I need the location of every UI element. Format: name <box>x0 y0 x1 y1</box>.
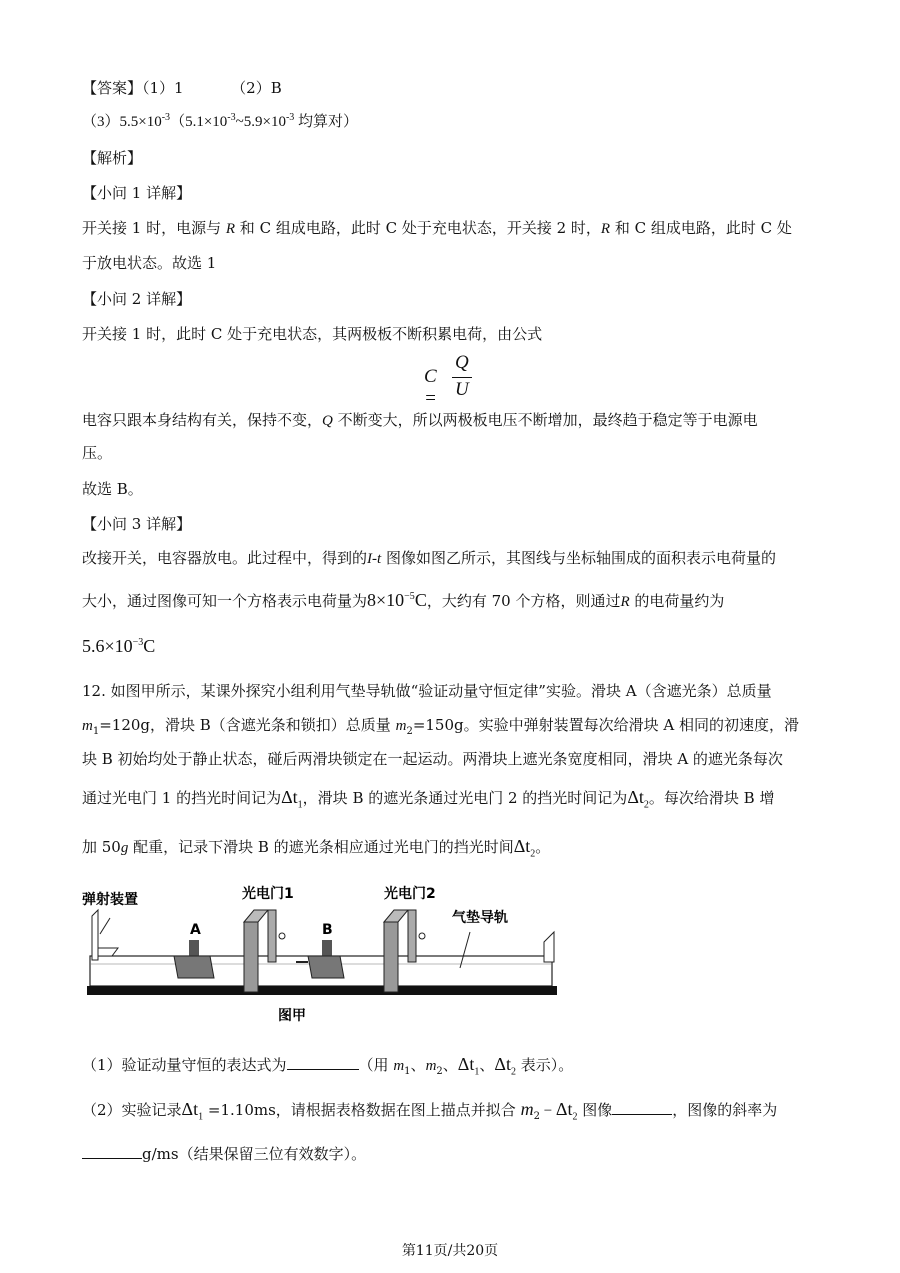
right-stopper <box>544 932 554 962</box>
formula-denominator: U <box>455 379 469 400</box>
slider-a-flag <box>189 940 199 956</box>
slider-b-label: B <box>322 922 333 938</box>
q2-title: 【小问 2 详解】 <box>82 290 192 308</box>
sub-question-2: （2）实验记录$\Delta t_1 =1.10ms$，请根据表格数据在图上描点并拟合 $m_2 - \Delta t_2$ 图像 ，图像的斜率为 <box>82 1099 778 1123</box>
q12-line-4: 通过光电门 1 的挡光时间记为$\Delta t_1$，滑块 B 的遮光条通过光电门 2 的挡光时间记为$\Delta t_2$。每次给滑块 B 增 <box>82 787 775 811</box>
gate-1-sensor <box>279 933 285 939</box>
slider-a <box>174 956 214 978</box>
gate-2-left-post <box>384 922 398 992</box>
answer-line-1 <box>82 78 282 98</box>
slider-b-flag <box>322 940 332 956</box>
answer-part-2: （2）B <box>231 79 282 97</box>
answer-blank-2[interactable] <box>612 1098 672 1115</box>
q1-text-line-1: 开关接 1 时，电源与 R 和 C 组成电路，此时 C 处于充电状态，开关接 2 时，R 和 C 组成电路，此时 C 处 <box>82 219 792 237</box>
gate-2-right-post <box>408 910 416 962</box>
launcher-pointer <box>100 918 110 934</box>
answer-blank-3[interactable] <box>82 1142 142 1159</box>
launcher-plate <box>98 948 118 956</box>
q12-line-1: 12. 如图甲所示，某课外探究小组利用气垫导轨做“验证动量守恒定律”实验。滑块 A（含遮光条）总质量 <box>82 682 772 700</box>
answer-blank-1[interactable] <box>287 1053 359 1070</box>
rail-label: 气垫导轨 <box>452 910 508 926</box>
launcher-label: 弹射装置 <box>82 892 138 908</box>
fraction-bar <box>452 377 472 378</box>
page-footer: 第11页/共20页 <box>401 1243 499 1259</box>
formula-lhs: C = <box>424 366 437 409</box>
q1-title: 【小问 1 详解】 <box>82 184 192 202</box>
sub-question-1: （1）验证动量守恒的表达式为 （用 $m_1$、$m_2$、$\Delta t_1$、$\Delta t_2$ 表示）。 <box>82 1054 574 1078</box>
figure-caption: 图甲 <box>278 1008 306 1024</box>
q1-text-line-2: 于放电状态。故选 1 <box>82 254 217 272</box>
q2-text-line-2: 电容只跟本身结构有关，保持不变，Q 不断变大，所以两极板电压不断增加，最终趋于稳定等于电源电 <box>82 411 758 429</box>
q12-line-3: 块 B 初始均处于静止状态，碰后两滑块锁定在一起运动。两滑块上遮光条宽度相同，滑块 A 的遮光条每次 <box>82 750 783 768</box>
q2-conclusion: 故选 B。 <box>82 480 143 498</box>
formula-numerator: Q <box>455 352 469 373</box>
rail-base <box>87 986 557 995</box>
air-track-diagram <box>82 876 572 1026</box>
q12-line-5: 加 50g 配重，记录下滑块 B 的遮光条相应通过光电门的挡光时间$\Delta t_2$。 <box>82 836 551 860</box>
q3-text-line-2: 大小，通过图像可知一个方格表示电荷量为$8\times 10^{-5}C$，大约有 70 个方格，则通过R 的电荷量约为 <box>82 590 725 610</box>
gate-2-sensor <box>419 933 425 939</box>
launcher-bracket <box>92 910 98 960</box>
gate-2-label: 光电门2 <box>384 886 436 902</box>
answer-part-1: 【答案】（1）1 <box>82 79 184 97</box>
q2-text-line-1: 开关接 1 时，此时 C 处于充电状态，其两极板不断积累电荷，由公式 <box>82 325 543 343</box>
sub-question-2-line-2: g/ms（结果保留三位有效数字）。 <box>82 1142 366 1164</box>
gate-1-right-post <box>268 910 276 962</box>
q12-line-2: $m_1=120g$，滑块 B（含遮光条和锁扣）总质量 $m_2=150g$。实验中弹射装置每次给滑块 A 相同的初速度，滑 <box>82 716 799 737</box>
gate-1-top <box>244 910 268 922</box>
slider-b <box>308 956 344 978</box>
analysis-label: 【解析】 <box>82 149 143 167</box>
gate-1-left-post <box>244 922 258 992</box>
answer-line-2: $(3)5.5\times 10^{-3}(5.1\times 10^{-3}\sim 5.9\times 10^{-3}$ 均算对） <box>82 112 359 130</box>
q2-text-line-3: 压。 <box>82 444 113 462</box>
q3-title: 【小问 3 详解】 <box>82 515 192 533</box>
gate-2-top <box>384 910 408 922</box>
q3-result: $5.6\times 10^{-3}C$ <box>82 636 156 656</box>
gate-1-label: 光电门1 <box>242 886 294 902</box>
slider-a-label: A <box>190 922 201 938</box>
q3-text-line-1: 改接开关，电容器放电。此过程中，得到的I-t 图像如图乙所示，其图线与坐标轴围成的面积表示电荷量的 <box>82 549 776 567</box>
air-track-figure <box>82 876 572 1030</box>
